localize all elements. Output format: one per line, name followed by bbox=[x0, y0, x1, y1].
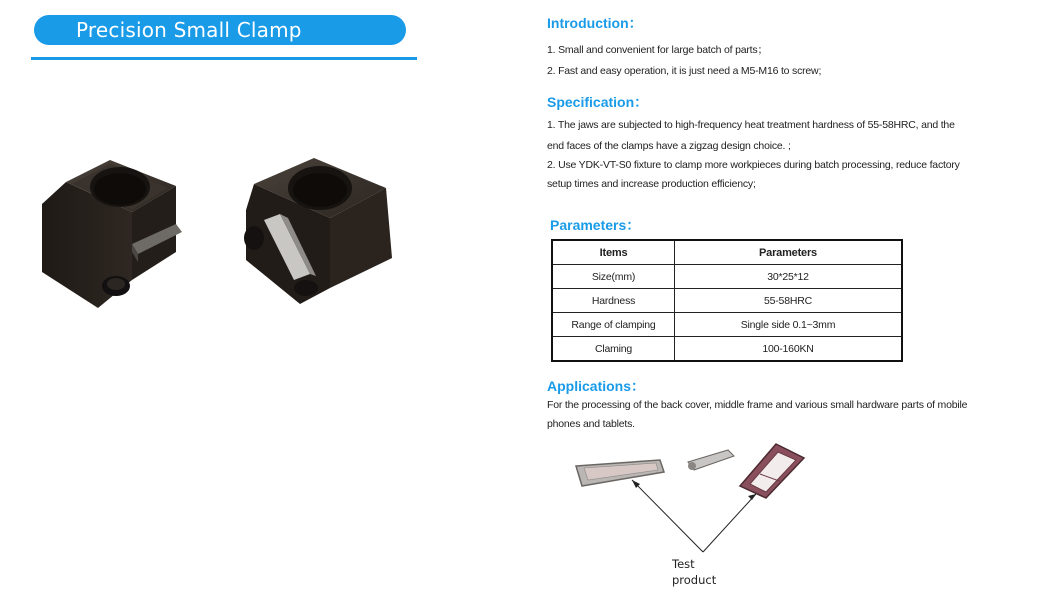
title-underline bbox=[31, 57, 417, 60]
table-cell-item: Claming bbox=[552, 337, 675, 362]
introduction-item-2: 2. Fast and easy operation, it is just need a M5-M16 to screw; bbox=[547, 65, 822, 77]
table-cell-item: Hardness bbox=[552, 289, 675, 313]
specification-heading: Specification： bbox=[547, 94, 649, 110]
sim-tray-image bbox=[740, 444, 804, 498]
table-header-row bbox=[552, 240, 902, 265]
table-cell-value: 30*25*12 bbox=[675, 265, 903, 289]
table-header-parameters: Parameters bbox=[675, 240, 903, 265]
table-row bbox=[552, 265, 902, 289]
table-cell-value: 55-58HRC bbox=[675, 289, 903, 313]
table-row bbox=[552, 313, 902, 337]
specification-line-3: 2. Use YDK-VT-S0 fixture to clamp more workpieces during batch processing, reduce factory bbox=[547, 159, 960, 171]
specification-line-4: setup times and increase production efficiency; bbox=[547, 178, 756, 190]
table-cell-item: Size(mm) bbox=[552, 265, 675, 289]
table-cell-value: Single side 0.1~3mm bbox=[675, 313, 903, 337]
applications-heading: Applications： bbox=[547, 378, 646, 394]
test-product-label-line1: Test bbox=[672, 557, 695, 571]
introduction-heading: Introduction： bbox=[547, 15, 643, 31]
specification-line-2: end faces of the clamps have a zigzag design choice. ; bbox=[547, 140, 791, 152]
introduction-item-1: 1. Small and convenient for large batch of parts； bbox=[547, 44, 768, 56]
small-part-image bbox=[688, 450, 734, 470]
table-cell-value: 100-160KN bbox=[675, 337, 903, 362]
specification-line-1: 1. The jaws are subjected to high-frequency heat treatment hardness of 55-58HRC, and the bbox=[547, 119, 955, 131]
test-product-label-line2: product bbox=[672, 573, 717, 587]
parameters-table bbox=[551, 239, 903, 362]
table-header-items: Items bbox=[552, 240, 675, 265]
page-title: Precision Small Clamp bbox=[76, 18, 302, 42]
parameters-heading: Parameters： bbox=[550, 217, 641, 233]
clamp-photo-right bbox=[236, 148, 412, 308]
test-product-illustration bbox=[570, 436, 820, 596]
applications-line-1: For the processing of the back cover, middle frame and various small hardware parts of mobile bbox=[547, 399, 968, 411]
table-row bbox=[552, 289, 902, 313]
clamp-photo-left bbox=[36, 152, 204, 310]
phone-frame-image bbox=[576, 460, 664, 486]
table-cell-item: Range of clamping bbox=[552, 313, 675, 337]
table-row bbox=[552, 337, 902, 362]
applications-line-2: phones and tablets. bbox=[547, 418, 635, 430]
